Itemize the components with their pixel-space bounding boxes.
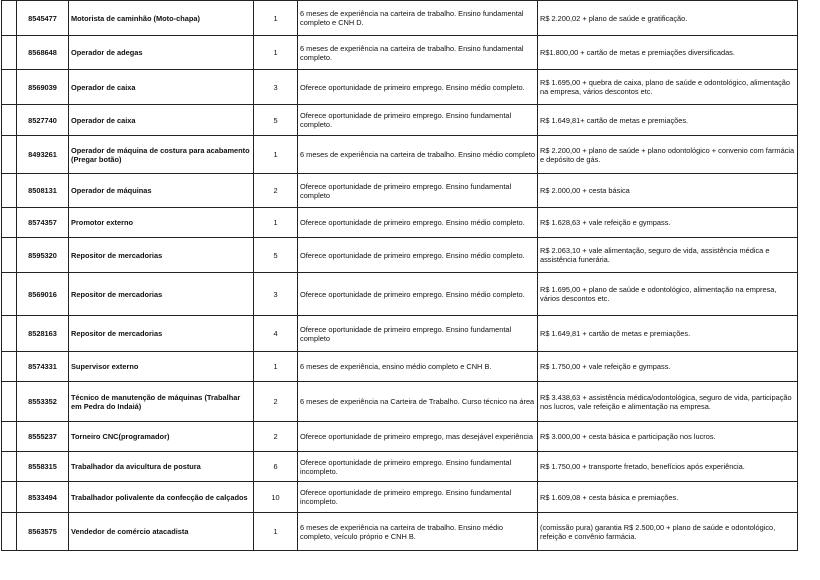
job-requirements: Oferece oportunidade de primeiro emprego. Ensino médio completo. xyxy=(298,238,538,273)
vacancy-count: 2 xyxy=(254,422,298,452)
vacancy-count: 10 xyxy=(254,482,298,513)
job-code: 8555237 xyxy=(17,422,69,452)
vacancy-count: 1 xyxy=(254,136,298,174)
job-code: 8527740 xyxy=(17,105,69,136)
job-title: Repositor de mercadorias xyxy=(69,273,254,316)
table-row xyxy=(2,208,798,238)
job-benefits: R$ 3.438,63 + assistência médica/odontológica, seguro de vida, participação nos lucros, vale refeição e alimentação na empresa. xyxy=(538,382,798,422)
row-margin-cell xyxy=(2,352,17,382)
job-benefits: R$ 1.750,00 + vale refeição e gympass. xyxy=(538,352,798,382)
job-benefits: R$ 1.628,63 + vale refeição e gympass. xyxy=(538,208,798,238)
vacancy-count: 1 xyxy=(254,36,298,70)
job-code: 8553352 xyxy=(17,382,69,422)
job-title: Repositor de mercadorias xyxy=(69,238,254,273)
job-requirements: Oferece oportunidade de primeiro emprego. Ensino fundamental incompleto. xyxy=(298,452,538,482)
row-margin-cell xyxy=(2,36,17,70)
row-margin-cell xyxy=(2,70,17,105)
row-margin-cell xyxy=(2,452,17,482)
job-requirements: Oferece oportunidade de primeiro emprego. Ensino fundamental completo. xyxy=(298,105,538,136)
job-benefits: R$ 2.200,02 + plano de saúde e gratificação. xyxy=(538,1,798,36)
row-margin-cell xyxy=(2,136,17,174)
table-row xyxy=(2,452,798,482)
job-requirements: 6 meses de experiência, ensino médio completo e CNH B. xyxy=(298,352,538,382)
row-margin-cell xyxy=(2,1,17,36)
row-margin-cell xyxy=(2,513,17,551)
job-title: Torneiro CNC(programador) xyxy=(69,422,254,452)
job-requirements: 6 meses de experiência na carteira de trabalho. Ensino fundamental completo e CNH D. xyxy=(298,1,538,36)
table-row xyxy=(2,513,798,551)
job-benefits: R$ 1.649,81+ cartão de metas e premiações. xyxy=(538,105,798,136)
table-row xyxy=(2,105,798,136)
job-requirements: Oferece oportunidade de primeiro emprego. Ensino fundamental completo xyxy=(298,174,538,208)
job-code: 8493261 xyxy=(17,136,69,174)
table-row xyxy=(2,482,798,513)
job-code: 8558315 xyxy=(17,452,69,482)
vacancy-count: 2 xyxy=(254,382,298,422)
row-margin-cell xyxy=(2,174,17,208)
vacancy-count: 1 xyxy=(254,1,298,36)
job-benefits: R$ 1.609,08 + cesta básica e premiações. xyxy=(538,482,798,513)
job-requirements: 6 meses de experiência na carteira de trabalho. Ensino médio completo, veículo próprio e CNH B. xyxy=(298,513,538,551)
row-margin-cell xyxy=(2,482,17,513)
job-benefits: R$ 1.649,81 + cartão de metas e premiações. xyxy=(538,316,798,352)
job-title: Promotor externo xyxy=(69,208,254,238)
job-code: 8574331 xyxy=(17,352,69,382)
job-benefits: R$ 2.063,10 + vale alimentação, seguro de vida, assistência médica e assistência funerária. xyxy=(538,238,798,273)
vacancy-count: 5 xyxy=(254,105,298,136)
job-code: 8568648 xyxy=(17,36,69,70)
job-title: Vendedor de comércio atacadista xyxy=(69,513,254,551)
job-benefits: R$1.800,00 + cartão de metas e premiações diversificadas. xyxy=(538,36,798,70)
vacancy-count: 1 xyxy=(254,208,298,238)
job-requirements: Oferece oportunidade de primeiro emprego. Ensino médio completo. xyxy=(298,273,538,316)
job-code: 8569016 xyxy=(17,273,69,316)
job-requirements: Oferece oportunidade de primeiro emprego. Ensino médio completo. xyxy=(298,208,538,238)
job-code: 8545477 xyxy=(17,1,69,36)
job-requirements: 6 meses de experiência na Carteira de Trabalho. Curso técnico na área xyxy=(298,382,538,422)
job-benefits: R$ 3.000,00 + cesta básica e participação nos lucros. xyxy=(538,422,798,452)
row-margin-cell xyxy=(2,316,17,352)
vacancy-count: 2 xyxy=(254,174,298,208)
job-benefits: R$ 2.000,00 + cesta básica xyxy=(538,174,798,208)
job-title: Supervisor externo xyxy=(69,352,254,382)
job-requirements: Oferece oportunidade de primeiro emprego. Ensino médio completo. xyxy=(298,70,538,105)
vacancy-count: 5 xyxy=(254,238,298,273)
row-margin-cell xyxy=(2,273,17,316)
row-margin-cell xyxy=(2,238,17,273)
job-title: Trabalhador polivalente da confecção de calçados xyxy=(69,482,254,513)
table-row xyxy=(2,36,798,70)
table-row xyxy=(2,136,798,174)
job-code: 8508131 xyxy=(17,174,69,208)
job-benefits: (comissão pura) garantia R$ 2.500,00 + plano de saúde e odontológico, refeição e convênio farmácia. xyxy=(538,513,798,551)
job-title: Motorista de caminhão (Moto-chapa) xyxy=(69,1,254,36)
vacancy-count: 3 xyxy=(254,70,298,105)
table-row xyxy=(2,273,798,316)
table-row xyxy=(2,174,798,208)
job-title: Operador de máquinas xyxy=(69,174,254,208)
table-row xyxy=(2,1,798,36)
table-row xyxy=(2,70,798,105)
job-listings-table xyxy=(1,0,798,551)
table-row xyxy=(2,382,798,422)
table-row xyxy=(2,238,798,273)
job-code: 8574357 xyxy=(17,208,69,238)
job-title: Repositor de mercadorias xyxy=(69,316,254,352)
job-requirements: 6 meses de experiência na carteira de trabalho. Ensino médio completo xyxy=(298,136,538,174)
table-row xyxy=(2,316,798,352)
table-row xyxy=(2,352,798,382)
job-benefits: R$ 1.695,00 + quebra de caixa, plano de saúde e odontológico, alimentação na empresa, vários descontos etc. xyxy=(538,70,798,105)
job-code: 8595320 xyxy=(17,238,69,273)
vacancy-count: 1 xyxy=(254,513,298,551)
row-margin-cell xyxy=(2,382,17,422)
job-requirements: Oferece oportunidade de primeiro emprego. Ensino fundamental completo xyxy=(298,316,538,352)
job-code: 8528163 xyxy=(17,316,69,352)
job-benefits: R$ 1.695,00 + plano de saúde e odontológico, alimentação na empresa, vários descontos etc. xyxy=(538,273,798,316)
job-code: 8569039 xyxy=(17,70,69,105)
job-requirements: Oferece oportunidade de primeiro emprego. Ensino fundamental incompleto. xyxy=(298,482,538,513)
job-title: Operador de caixa xyxy=(69,105,254,136)
row-margin-cell xyxy=(2,105,17,136)
job-code: 8563575 xyxy=(17,513,69,551)
row-margin-cell xyxy=(2,208,17,238)
job-title: Técnico de manutenção de máquinas (Trabalhar em Pedra do Indaiá) xyxy=(69,382,254,422)
job-listings-body xyxy=(2,1,798,551)
job-title: Operador de adegas xyxy=(69,36,254,70)
job-title: Operador de caixa xyxy=(69,70,254,105)
vacancy-count: 1 xyxy=(254,352,298,382)
row-margin-cell xyxy=(2,422,17,452)
job-code: 8533494 xyxy=(17,482,69,513)
job-benefits: R$ 2.200,00 + plano de saúde + plano odontológico + convenio com farmácia e depósito de gás. xyxy=(538,136,798,174)
vacancy-count: 6 xyxy=(254,452,298,482)
vacancy-count: 3 xyxy=(254,273,298,316)
table-row xyxy=(2,422,798,452)
job-title: Trabalhador da avicultura de postura xyxy=(69,452,254,482)
job-benefits: R$ 1.750,00 + transporte fretado, benefícios após experiência. xyxy=(538,452,798,482)
vacancy-count: 4 xyxy=(254,316,298,352)
job-requirements: Oferece oportunidade de primeiro emprego, mas desejável experiência xyxy=(298,422,538,452)
job-requirements: 6 meses de experiência na carteira de trabalho. Ensino fundamental completo. xyxy=(298,36,538,70)
job-title: Operador de máquina de costura para acabamento (Pregar botão) xyxy=(69,136,254,174)
